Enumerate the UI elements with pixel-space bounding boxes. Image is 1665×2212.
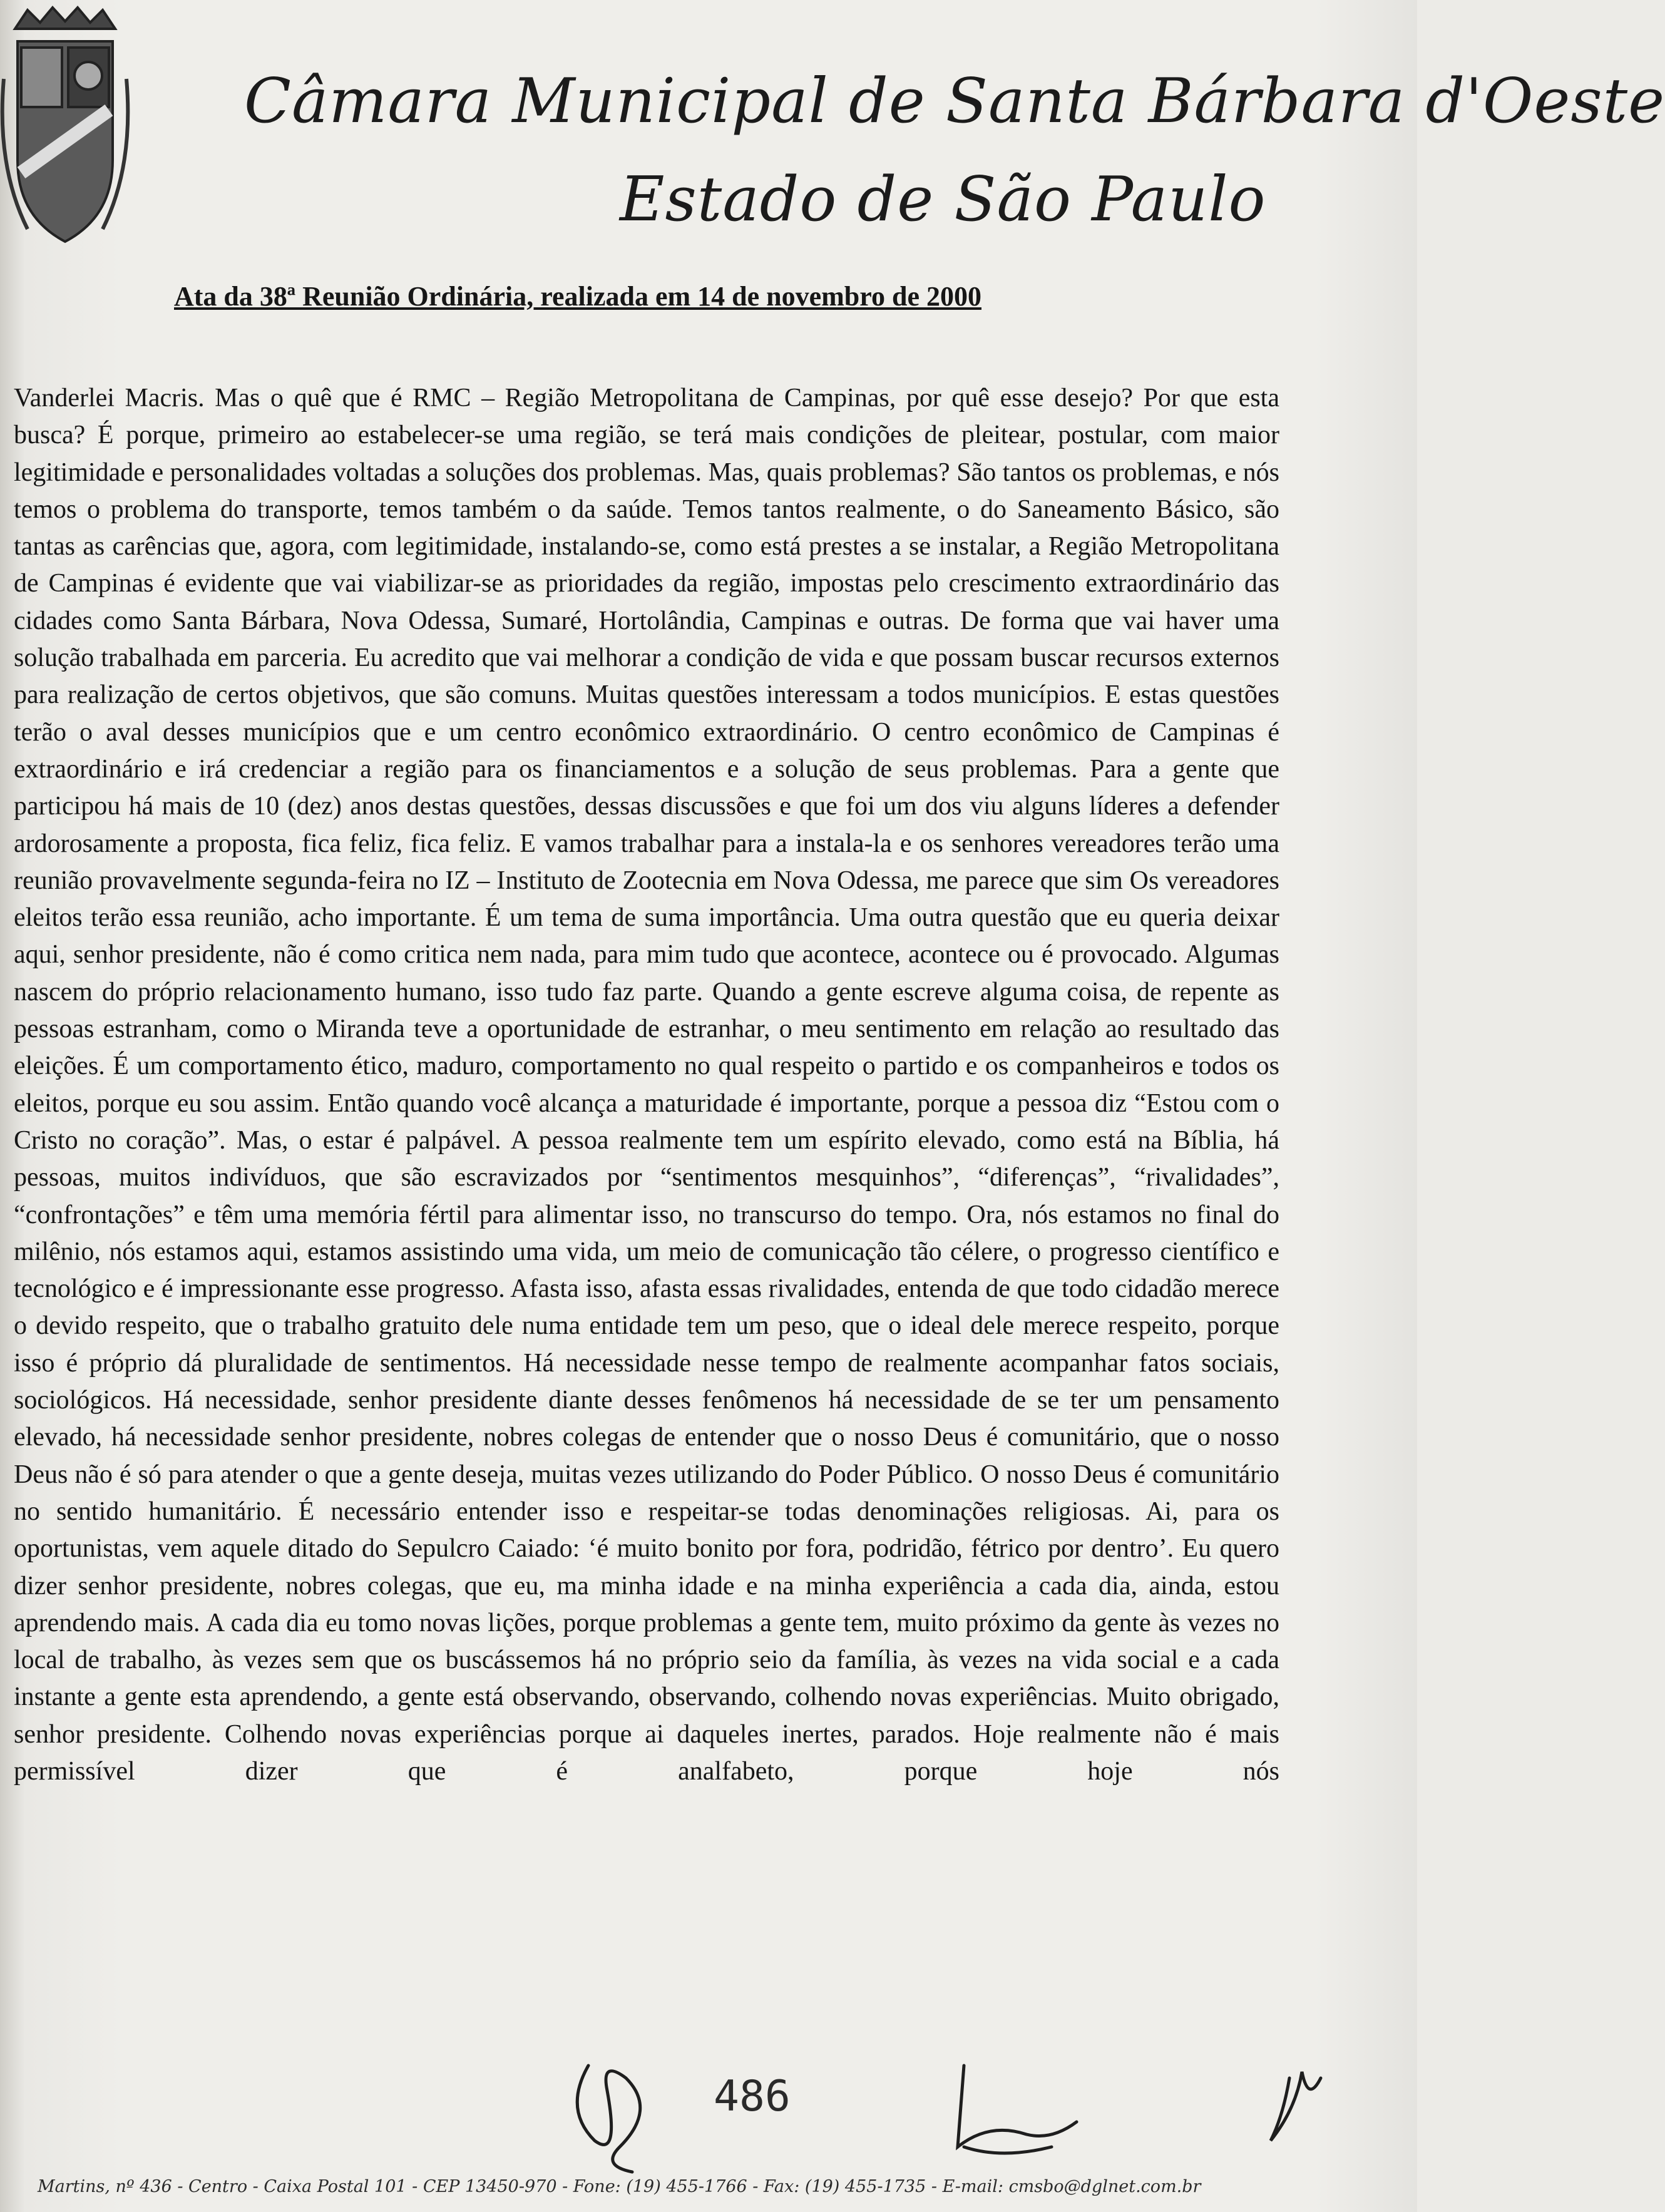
page-number: 486	[714, 2072, 791, 2121]
chamber-name: Câmara Municipal de Santa Bárbara d'Oeste	[244, 66, 1665, 137]
coat-of-arms-icon	[3, 4, 128, 267]
minutes-title: Ata da 38ª Reunião Ordinária, realizada em 14 de novembro de 2000	[174, 281, 981, 312]
signatures	[551, 2053, 1365, 2178]
body-paragraph: Vanderlei Macris. Mas o quê que é RMC – Região Metropolitana de Campinas, por quê esse desejo? Por que esta busca? É porque, primeiro ao estabelecer-se uma região, se terá mais condições de pleitear, postular, com maior legitimidade e personalidades voltadas a soluções dos problemas. Mas, quais problemas? São tantos os problemas, e nós temos o problema do transporte, temos também o da saúde. Temos tantos realmente, o do Saneamento Básico, são tantas as carências que, agora, com legitimidade, instalando-se, como está prestes a se instalar, a Região Metropolitana de Campinas é evidente que vai viabilizar-se as prioridades da região, impostas pelo crescimento extraordinário das cidades como Santa Bárbara, Nova Odessa, Sumaré, Hortolândia, Campinas e outras. De forma que vai haver uma solução trabalhada em parceria. Eu acredito que vai melhorar a condição de vida e que possam buscar recursos externos para realização de certos objetivos, que são comuns. Muitas questões interessam a todos municípios. E estas questões terão o aval desses municípios que e um centro econômico extraordinário. O centro econômico de Campinas é extraordinário e irá credenciar a região para os financiamentos e a solução de seus problemas. Para a gente que participou há mais de 10 (dez) anos destas questões, dessas discussões e que foi um dos viu alguns líderes a defender ardorosamente a proposta, fica feliz, fica feliz. E vamos trabalhar para a instala-la e os senhores vereadores terão uma reunião provavelmente segunda-feira no IZ – Instituto de Zootecnia em Nova Odessa, me parece que sim Os vereadores eleitos terão essa reunião, acho importante. É um tema de suma importância. Uma outra questão que eu queria deixar aqui, senhor presidente, não é como critica nem nada, para mim tudo que acontece, acontece ou é provocado. Algumas nascem do próprio relacionamento humano, isso tudo faz parte. Quando a gente escreve alguma coisa, de repente as pessoas estranham, como o Miranda teve a oportunidade de estranhar, o meu sentimento em relação ao resultado das eleições. É um comportamento ético, maduro, comportamento no qual respeito o partido e os companheiros e todos os eleitos, porque eu sou assim. Então quando você alcança a maturidade é importante, porque a pessoa diz “Estou com o Cristo no coração”. Mas, o estar é palpável. A pessoa realmente tem um espírito elevado, como está na Bíblia, há pessoas, muitos indivíduos, que são escravizados por “sentimentos mesquinhos”, “diferenças”, “rivalidades”, “confrontações” e têm uma memória fértil para alimentar isso, no transcurso do tempo. Ora, nós estamos no final do milênio, nós estamos aqui, estamos assistindo uma vida, um meio de comunicação tão célere, o progresso científico e tecnológico e é impressionante esse progresso. Afasta isso, afasta essas rivalidades, entenda de que todo cidadão merece o devido respeito, que o trabalho gratuito dele numa entidade tem um peso, que o ideal dele merece respeito, porque isso é próprio dá pluralidade de sentimentos. Há necessidade nesse tempo de realmente acompanhar fatos sociais, sociológicos. Há necessidade, senhor presidente diante desses fenômenos há necessidade de se ter um pensamento elevado, há necessidade senhor presidente, nobres colegas de entender que o nosso Deus é comunitário, que o nosso Deus não é só para atender o que a gente deseja, muitas vezes utilizando do Poder Público. O nosso Deus é comunitário no sentido humanitário. É necessário entender isso e respeitar-se todas denominações religiosas. Ai, para os oportunistas, vem aquele ditado do Sepulcro Caiado: ‘é muito bonito por fora, podridão, fétrico por dentro’. Eu quero dizer senhor presidente, nobres colegas, que eu, ma minha idade e na minha experiência a cada dia, ainda, estou aprendendo mais. A cada dia eu tomo novas lições, porque problemas a gente tem, muito próximo da gente às vezes no local de trabalho, às vezes sem que os buscássemos há no próprio seio da família, às vezes na vida social e a cada instante a gente esta aprendendo, a gente está observando, observando, colhendo novas experiências. Muito obrigado, senhor presidente. Colhendo novas experiências porque ai daqueles inertes, parados. Hoje realmente não é mais permissível dizer que é analfabeto, porque hoje nós	[14, 384, 1279, 1786]
state-name: Estado de São Paulo	[620, 164, 1266, 235]
footer-address: Martins, nº 436 - Centro - Caixa Postal 101 - CEP 13450-970 - Fone: (19) 455-1766 - Fax: (19) 455-1735 - E-mail: cmsbo@dglnet.com.br	[38, 2177, 1201, 2196]
minutes-body	[14, 380, 1279, 1790]
